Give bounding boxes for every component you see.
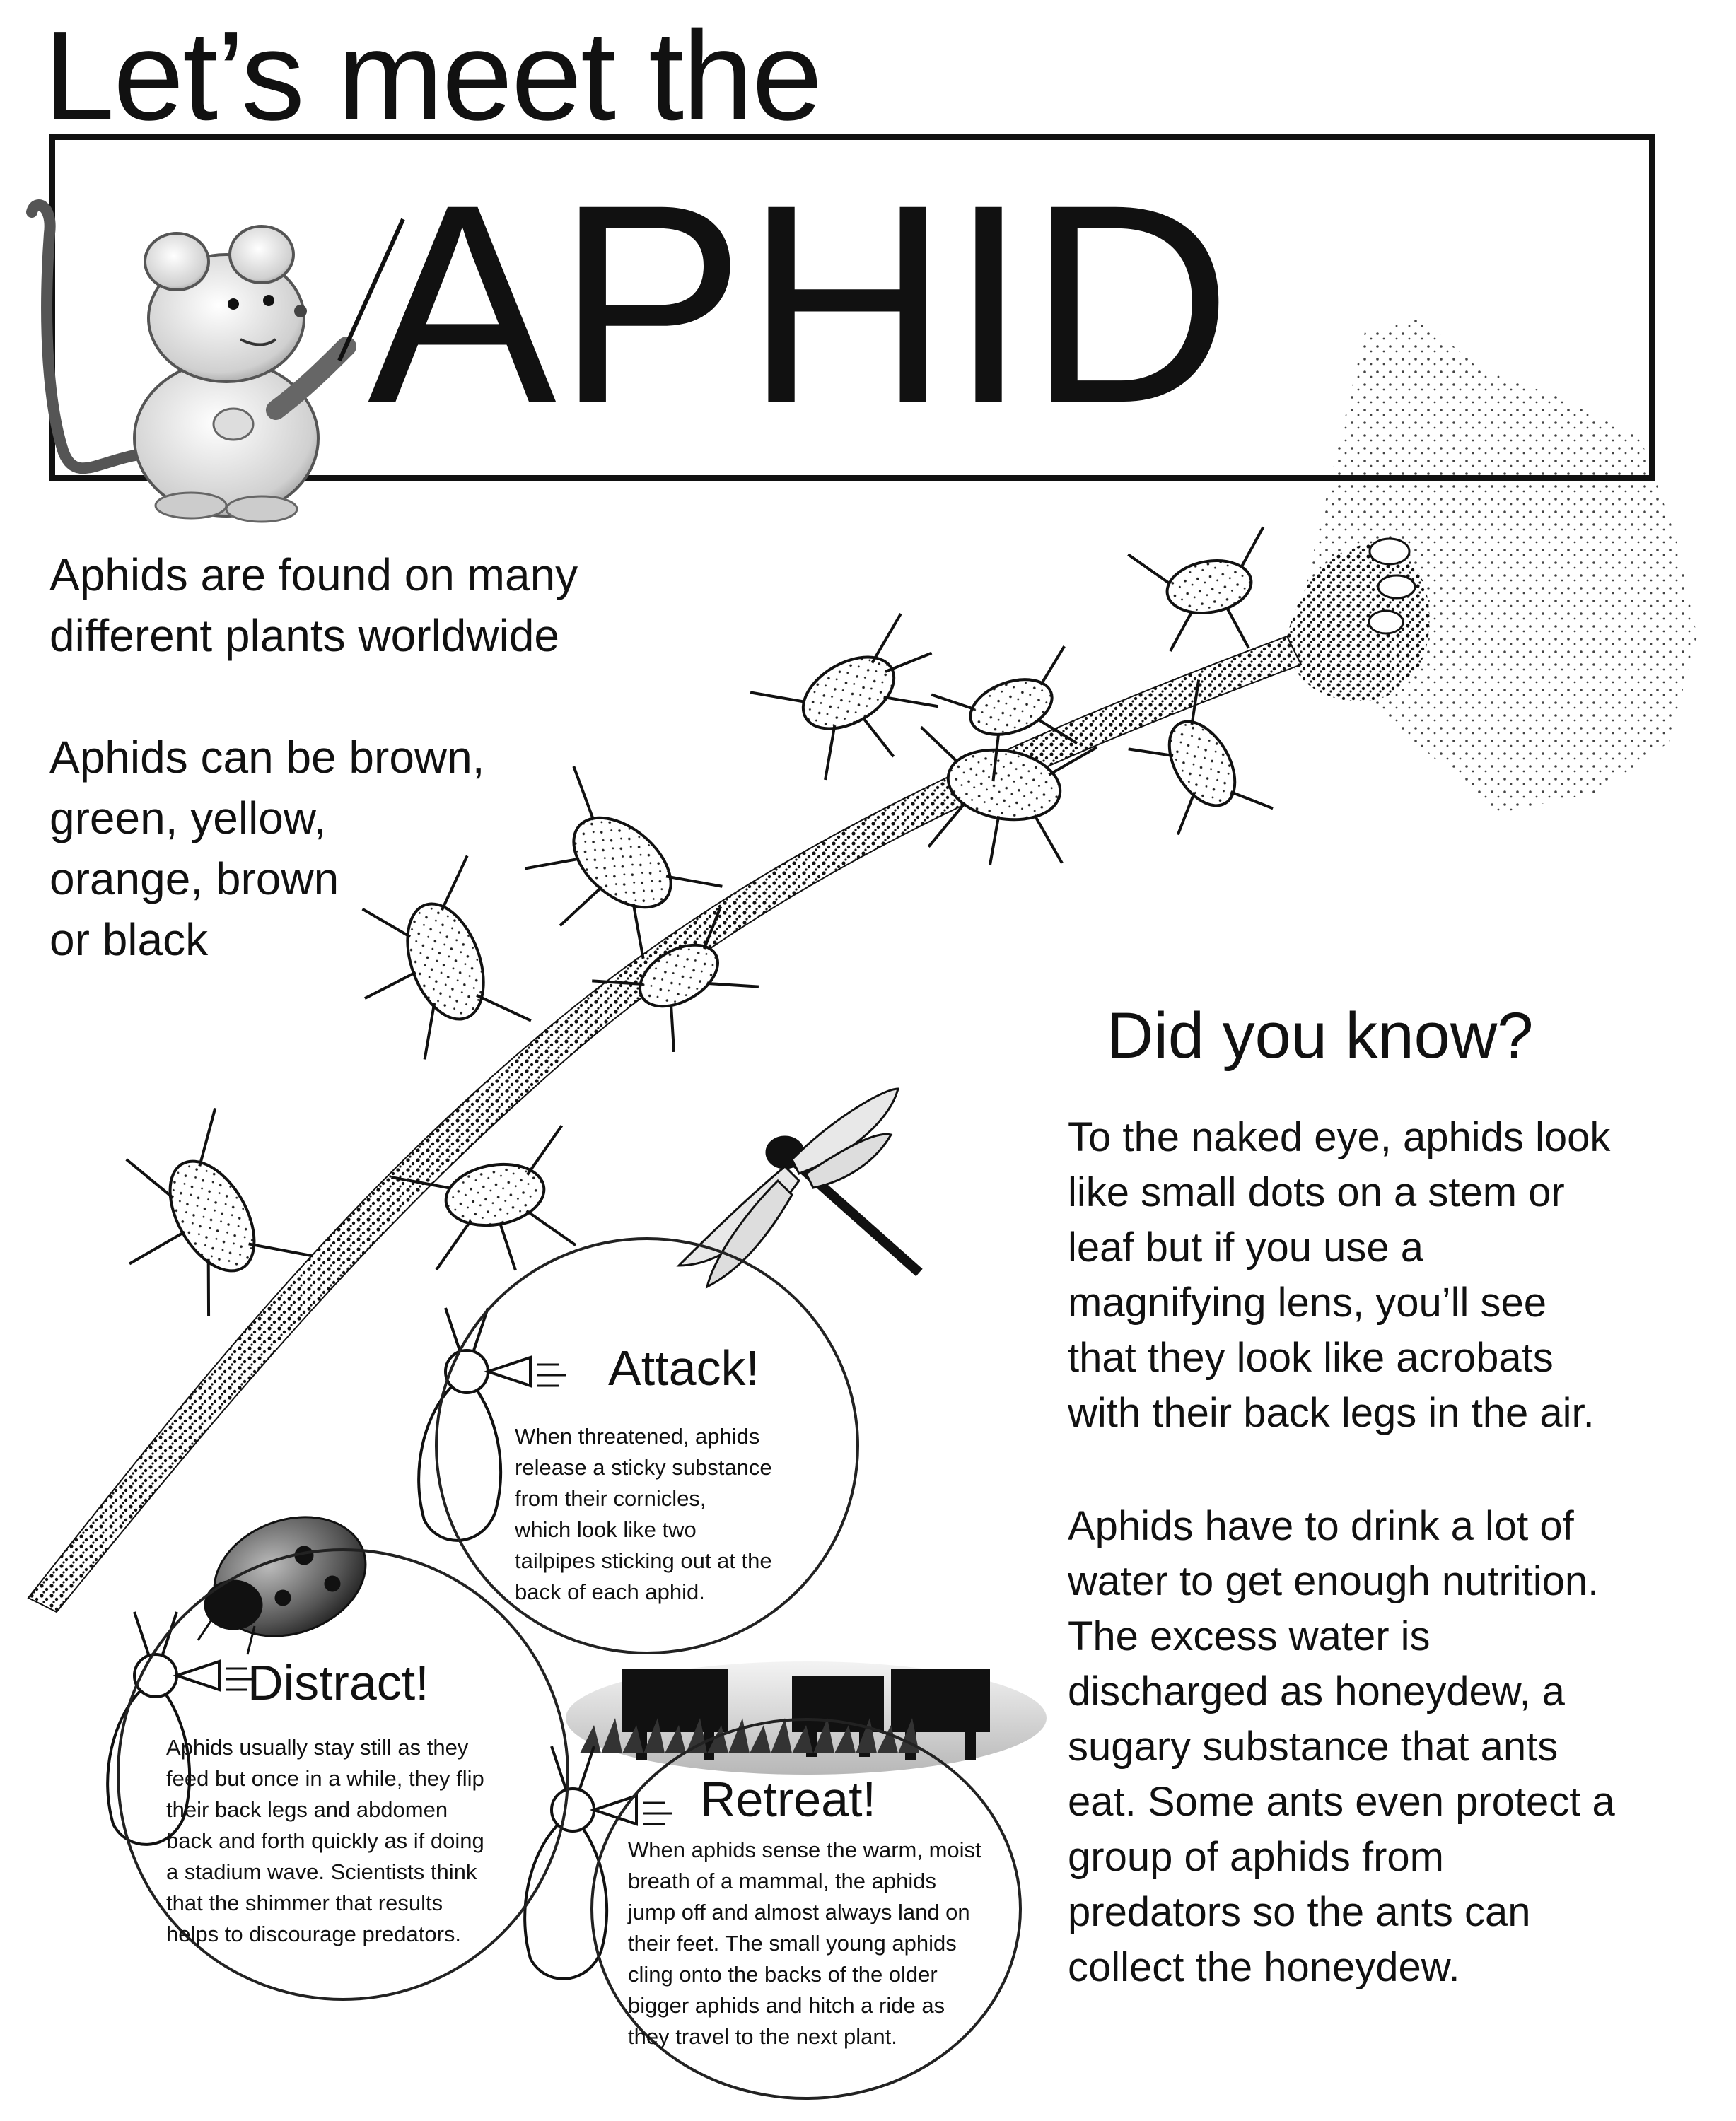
distract-title: Distract!	[247, 1655, 429, 1710]
distract-text: Aphids usually stay still as they feed but once in a while, they flip their back legs and abdomen back and forth quickly as if doing a stadium wave. Scientists think that the shimmer that results helps to discourage predators.	[166, 1735, 484, 1946]
intro-paragraph-plants: Aphids are found on many different plants worldwide	[49, 549, 578, 661]
retreat-title: Retreat!	[700, 1772, 876, 1827]
did-you-know-paragraph-acrobats: To the naked eye, aphids look like small dots on a stem or leaf but if you use a magnifying lens, you’ll see that they look like acrobats with their back legs in the air.	[1068, 1114, 1611, 1436]
page-title: APHID	[368, 146, 1233, 462]
pre-title: Let’s meet the	[44, 5, 822, 147]
intro-paragraph-colors: Aphids can be brown, green, yellow, orange, brown or black	[49, 732, 485, 965]
retreat-text: When aphids sense the warm, moist breath of a mammal, the aphids jump off and almost always land on their feet. The small young aphids cling onto the backs of the older bigger aphids and hitch a ride as they travel to the next plant.	[628, 1837, 981, 2049]
did-you-know-paragraph-honeydew: Aphids have to drink a lot of water to get enough nutrition. The excess water is discharged as honeydew, a sugary substance that ants eat. Some ants even protect a group of aphids from predators so the ants can collect the honeydew.	[1068, 1503, 1615, 1990]
intro-text	[49, 544, 629, 1031]
attack-title: Attack!	[608, 1340, 759, 1396]
attack-text: When threatened, aphids release a sticky substance from their cornicles, which look like two tailpipes sticking out at the back of each aphid.	[515, 1424, 772, 1604]
did-you-know-heading: Did you know?	[1107, 1000, 1534, 1072]
mouse-teacher-icon	[21, 156, 417, 523]
